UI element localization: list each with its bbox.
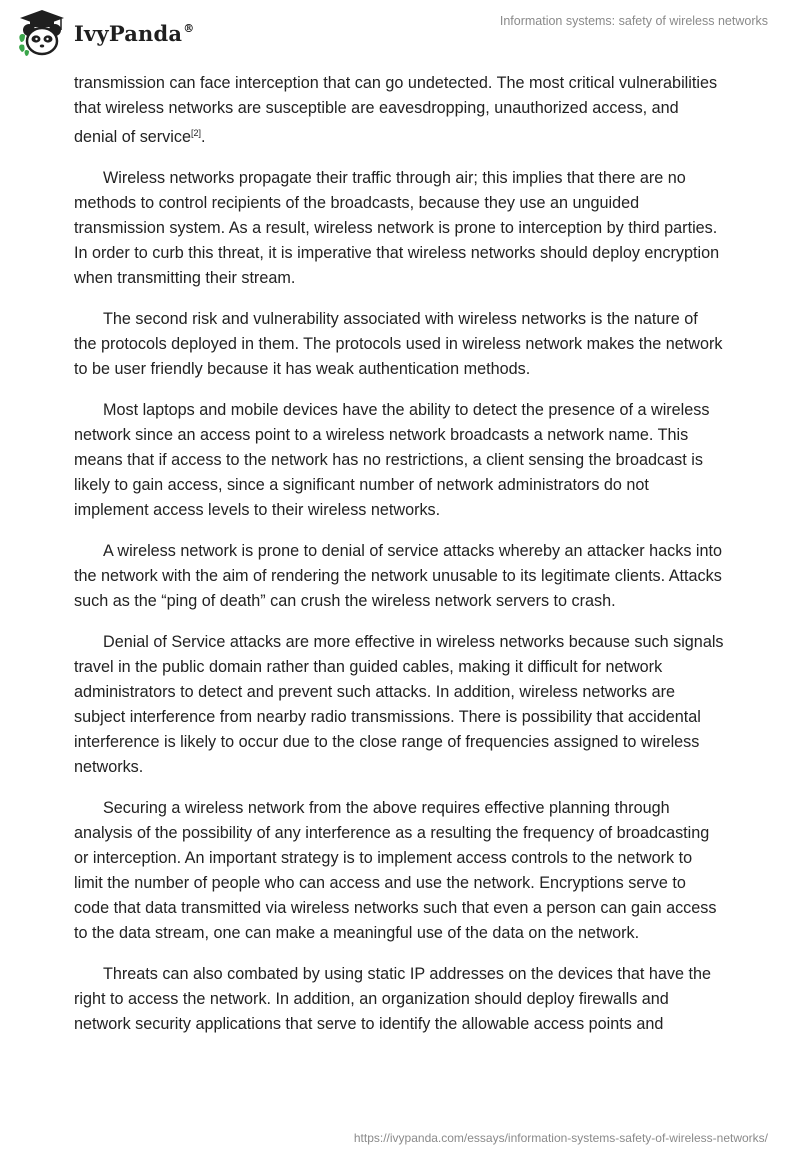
paragraph-1: transmission can face interception that can go undetected. The most critical vulnerabilities that wireless networks are susceptible are eavesdropping, unauthorized access, and denial of service[2]. <box>74 74 718 146</box>
ivypanda-logo[interactable] <box>16 8 194 58</box>
paragraph-4: Most laptops and mobile devices have the ability to detect the presence of a wireless network since an access point to a wireless network broadcasts a network name. This means that if access to the network has no restrictions, a client sensing the broadcast is likely to gain access, since a significant number of network administrators do not implement access levels to their wireless networks. <box>74 401 710 519</box>
paragraph-8: Threats can also combated by using static IP addresses on the devices that have the right to access the network. In addition, an organization should deploy firewalls and network security applications that serve to identify the allowable access points and <box>74 965 711 1033</box>
panda-graduate-icon <box>16 8 68 58</box>
essay-body <box>74 71 724 1053</box>
source-url[interactable]: https://ivypanda.com/essays/information-systems-safety-of-wireless-networks/ <box>353 1131 768 1145</box>
paragraph-6: Denial of Service attacks are more effective in wireless networks because such signals travel in the public domain rather than guided cables, making it difficult for network administrators to detect and prevent such attacks. In addition, wireless networks are subject interference from nearby radio transmissions. There is possibility that accidental interference is likely to occur due to the close range of frequencies assigned to wireless networks. <box>74 633 724 776</box>
paragraph-7: Securing a wireless network from the above requires effective planning through analysis of the possibility of any interference as a resulting the frequency of broadcasting or interception. An important strategy is to implement access controls to the network to limit the number of people who can access and use the network. Encryptions serve to code that data transmitted via wireless networks such that even a person can gain access to the data stream, one can make a meaningful use of the data on the network. <box>74 799 717 942</box>
paragraph-5: A wireless network is prone to denial of service attacks whereby an attacker hacks into the network with the aim of rendering the network unusable to its legitimate clients. Attacks such as the “ping of death” can crush the wireless network servers to crash. <box>74 542 723 610</box>
page-header <box>0 0 800 70</box>
registered-mark: ® <box>183 21 195 35</box>
citation-ref-2[interactable]: [2] <box>190 128 201 138</box>
logo-wordmark: IvyPanda® <box>74 20 195 46</box>
paragraph-2: Wireless networks propagate their traffic through air; this implies that there are no methods to control recipients of the broadcasts, because they use an unguided transmission system. As a result, wireless network is prone to interception by third parties. In order to curb this threat, it is imperative that wireless networks should deploy encryption when transmitting their stream. <box>74 169 720 287</box>
paragraph-3: The second risk and vulnerability associated with wireless networks is the nature of the protocols deployed in them. The protocols used in wireless network makes the network to be user friendly because it has weak authentication methods. <box>74 310 723 378</box>
document-title: Information systems: safety of wireless networks <box>499 14 768 28</box>
